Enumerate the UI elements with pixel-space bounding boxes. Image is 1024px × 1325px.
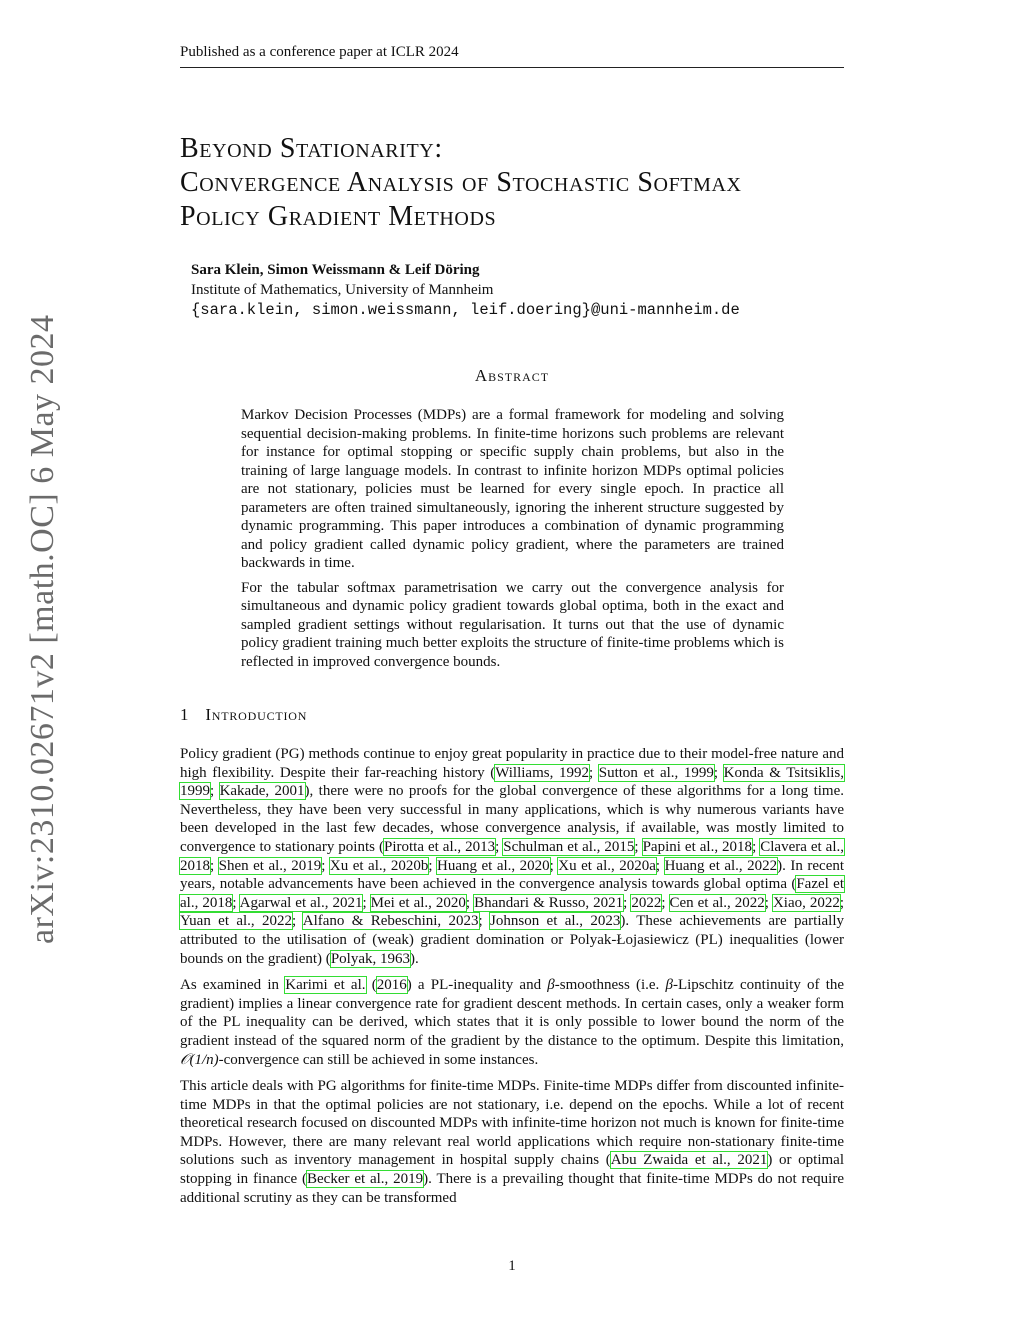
text-run: ; [623, 894, 632, 911]
text-run: ; [362, 894, 371, 911]
text-run: ; [752, 838, 761, 855]
citation-link[interactable]: Karimi et al. [285, 977, 366, 994]
text-run: ; [428, 857, 438, 874]
text-run: -Lipschitz continuity of the gradient) implies a linear convergence rate for gradient descent methods. In certain cases, only a weaker form of the PL inequality can be derived, which states that it is only possible to lower bound the norm of the gradient instead of the squared norm of the gradient by the distance to the optimum. Despite this limitation, [180, 977, 845, 1049]
citation-link[interactable]: Alfano & Rebeschini, 2023 [302, 913, 479, 930]
text-run: ; [655, 857, 665, 874]
author-affiliation: Institute of Mathematics, University of Mannheim [191, 282, 494, 298]
text-run: ; [839, 894, 845, 911]
citation-link[interactable]: Polyak, 1963 [330, 950, 410, 967]
text-run: ). In recent years, notable advancements have been achieved in the convergence analysis towards global optima ( [180, 857, 845, 893]
citation-link[interactable]: Schulman et al., 2015 [503, 838, 635, 855]
citation-link[interactable]: Papini et al., 2018 [642, 838, 753, 855]
text-run: ; [588, 764, 599, 781]
text-run: ; [465, 894, 475, 911]
arxiv-side-stamp: arXiv:2310.02671v2 [math.OC] 6 May 2024 [24, 314, 61, 944]
intro-paragraph-3 [180, 1077, 844, 1207]
citation-link[interactable]: Agarwal et al., 2021 [239, 894, 363, 911]
citation-link[interactable]: Cen et al., 2022 [669, 894, 765, 911]
author-email: {sara.klein, simon.weissmann, leif.doering}@uni-mannheim.de [191, 301, 740, 319]
citation-link[interactable]: Mei et al., 2020 [370, 894, 466, 911]
title-line-1: Beyond Stationarity: [180, 133, 443, 164]
text-run: ; [321, 857, 330, 874]
text-run: -convergence can still be achieved in some instances. [218, 1051, 539, 1068]
text-run: ; [210, 783, 220, 800]
text-run: Policy gradient (PG) methods continue to enjoy great popularity in practice due to their model-free nature and high flexibility. Despite their far-reaching history ( [180, 746, 844, 781]
section-title: Introduction [205, 705, 308, 724]
text-run: -smoothness (i.e. [554, 977, 666, 994]
text-run: ). These achievements are partially attributed to the utilisation of (weak) gradient domination or Polyak-Łojasiewicz (PL) inequalities (lower bounds on the gradient) ( [180, 913, 844, 967]
citation-link[interactable]: Konda & Tsitsiklis, 1999 [180, 764, 844, 800]
citation-link[interactable]: Huang et al., 2020 [437, 857, 550, 874]
paper-title [180, 132, 860, 234]
citation-link[interactable]: Xiao, 2022 [772, 894, 840, 911]
section-heading-introduction [180, 705, 307, 725]
title-line-2: Convergence Analysis of Stochastic Softmax [180, 167, 742, 198]
text-run: ; [495, 838, 504, 855]
abstract-body [241, 406, 784, 677]
intro-paragraph-1 [180, 745, 844, 968]
citation-link[interactable]: Xu et al., 2020b [329, 857, 429, 874]
introduction-body [180, 745, 844, 1215]
text-run: This article deals with PG algorithms for finite-time MDPs. Finite-time MDPs differ from discounted infinite-time MDPs in that the optimal policies are not stationary, i.e. depend on the epochs. While a lot of recent theoretical research focused on discounted MDPs with infinite-time horizon not much is known for finite-time MDPs. However, there are many relevant real world applications which require non-stationary finite-time solutions such as inventory management in hospital supply chains ( [180, 1078, 844, 1169]
citation-link[interactable]: Clavera et al., 2018 [180, 838, 845, 874]
citation-link[interactable]: 2016 [376, 977, 407, 994]
text-run: ; [549, 857, 559, 874]
citation-link[interactable]: Abu Zwaida et al., 2021 [610, 1152, 768, 1169]
text-run: ; [210, 857, 219, 874]
text-run: ). [409, 950, 419, 967]
citation-link[interactable]: Pirotta et al., 2013 [383, 838, 496, 855]
section-number: 1 [180, 705, 190, 724]
page-number: 1 [508, 1258, 516, 1274]
abstract-paragraph-2: For the tabular softmax parametrisation we carry out the convergence analysis for simultaneous and dynamic policy gradient towards global optima, both in the exact and sampled gradient settings without regularisation. It turns out that the use of dynamic policy gradient training much better exploits the structure of finite-time problems which is reflected in improved convergence bounds. [241, 579, 784, 670]
citation-link[interactable]: Williams, 1992 [495, 764, 589, 781]
text-run: ; [232, 894, 240, 911]
author-names: Sara Klein, Simon Weissmann & Leif Döring [191, 262, 480, 278]
text-run: ; [292, 913, 303, 930]
text-run: As examined in [180, 977, 286, 994]
text-run: ; [634, 838, 643, 855]
abstract-paragraph-1: Markov Decision Processes (MDPs) are a formal framework for modeling and solving sequential decision-making problems. In finite-time horizons such problems are relevant for instance for optimal stopping or specific supply chain problems, but also in the training of large language models. In contrast to infinite horizon MDPs optimal policies are not stationary, policies must be learned for every single epoch. In practice all parameters are often trained simultaneously, ignoring the inherent structure suggested by dynamic programming. This paper introduces a combination of dynamic programming and policy gradient called dynamic policy gradient, where the parameters are trained backwards in time. [241, 407, 784, 571]
abstract-heading: Abstract [474, 366, 550, 385]
text-run: ( [365, 977, 377, 994]
author-block [191, 260, 740, 320]
citation-link[interactable]: Sutton et al., 1999 [598, 764, 714, 781]
running-header: Published as a conference paper at ICLR 2024 [180, 44, 844, 68]
text-run: ) or optimal stopping in finance ( [180, 1152, 844, 1188]
math-big-o: 𝒪(1/n) [180, 1051, 219, 1068]
citation-link[interactable]: Yuan et al., 2022 [180, 913, 293, 930]
text-run: ; [713, 764, 724, 781]
text-run: ; [478, 913, 491, 930]
citation-link[interactable]: Huang et al., 2022 [664, 857, 778, 874]
text-run: ) a PL-inequality and [406, 977, 548, 994]
math-beta: β [547, 977, 555, 994]
citation-link[interactable]: Fazel et al., 2018 [180, 876, 844, 911]
text-run: ). There is a prevailing thought that finite-time MDPs do not require additional scrutiny as they can be transformed [180, 1171, 844, 1206]
text-run: ; [661, 894, 670, 911]
citation-link[interactable]: Johnson et al., 2023 [490, 913, 621, 930]
citation-link[interactable]: 2022 [631, 894, 662, 911]
citation-link[interactable]: Kakade, 2001 [219, 783, 305, 800]
math-beta: β [665, 977, 673, 994]
text-run: ), there were no proofs for the global convergence of these algorithms for a long time. Nevertheless, they have been very successful in many applications, which is why numerous variants have been developed in the last few decades, whose convergence analysis, if available, was mostly limited to convergence to stationary points ( [180, 783, 845, 855]
text-run: ; [764, 894, 773, 911]
citation-link[interactable]: Shen et al., 2019 [218, 857, 322, 874]
intro-paragraph-2 [180, 976, 844, 1069]
citation-link[interactable]: Bhandari & Russo, 2021 [474, 894, 624, 911]
title-line-3: Policy Gradient Methods [180, 201, 497, 232]
citation-link[interactable]: Xu et al., 2020a [558, 857, 656, 874]
citation-link[interactable]: Becker et al., 2019 [307, 1171, 424, 1188]
